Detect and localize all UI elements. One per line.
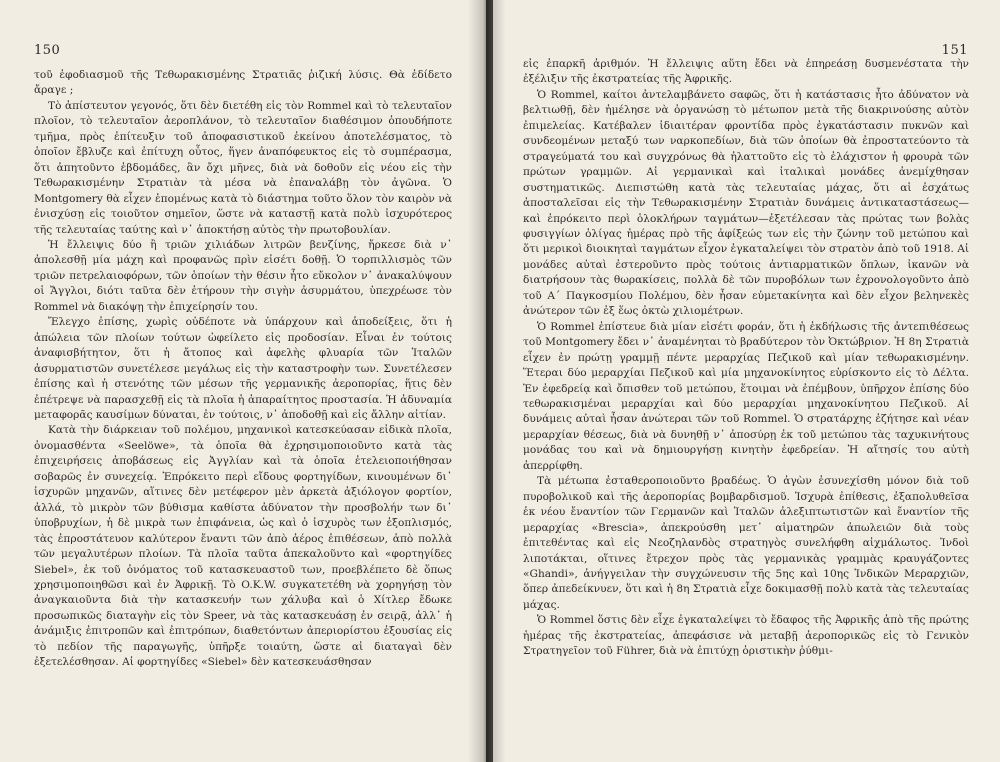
left-page [0, 0, 486, 762]
page-number-left: 150 [34, 43, 61, 58]
left-page-text [34, 68, 452, 671]
paragraph: εἰς ἐπαρκῆ ἀριθμόν. Ἡ ἔλλειψις αὕτη ἔδει νὰ ἐπηρεάσῃ δυσμενέστατα τὴν ἐξέλιξιν τῆς ἐκστρατείας τῆς Ἀφρικῆς. [523, 58, 969, 86]
paragraph: Τὸ ἀπίστευτον γεγονός, ὅτι δὲν διετέθη εἰς τὸν Rommel καὶ τὸ τελευταῖον πλοῖον, τὸ τελευταῖον ἀεροπλάνον, τὸ τελευταῖον διαθέσιμον ὁπουδήποτε τμῆμα, πρὸς ἐπίτευξιν τοῦ ἀποφασιστικοῦ ἐκείνου ἀποτελέσματος, τὸ ὁποῖον ἔβλυζε καὶ ἐπίτυχη οὗτος, ἥγεν ἀναπόφευκτος εἰς τὸ συμπέρασμα, ὅτι ἀπητοῦντο ἑβδομάδες, ἂν ὄχι μῆνες, διὰ νὰ δοθοῦν εἰς νέου εἰς τὴν Τεθωρακισμένην Στρατιὰν τὰ μέσα νὰ ἐπαναλάβῃ τὸν ἀγῶνα. Ὁ Montgomery θὰ εἶχεν ἑπομένως κατὰ τὸ διάστημα τοῦτο ὅλον τὸν καιρὸν νὰ ἐνισχύσῃ εἰς τοιοῦτον σημεῖον, ὥστε νὰ καταστῇ κατὰ πολὺ ἰσχυρότερος τῆς τελευταίας ταύτης καὶ ν᾽ ἀποκτήσῃ αὐτὸς τὴν πρωτοβουλίαν. [34, 99, 452, 236]
right-page [493, 0, 1000, 762]
right-page-text [523, 57, 969, 660]
paragraph: Ἡ ἔλλειψις δύο ἢ τριῶν χιλιάδων λιτρῶν βενζίνης, ἤρκεσε διὰ ν᾽ ἀπολεσθῇ μία μάχη καὶ προφανῶς πρὶν εἰσέτι δοθῇ. Ὁ τορπιλλισμὸς τῶν τριῶν πετρελαιοφόρων, τῶν ὁποίων τὴν θέσιν ἦτο εὔκολον ν᾽ ἀνακαλύψουν οἱ Ἄγγλοι, διότι ταῦτα δὲν ἐτήρουν τὴν σιγὴν ἀσυρμάτου, ὑπεχρέωσε τὸν Rommel νὰ διακόψῃ τὴν ἐπιχείρησίν του. [34, 238, 452, 313]
paragraph: τοῦ ἐφοδιασμοῦ τῆς Τεθωρακισμένης Στρατιᾶς ῥιζική λύσις. Θὰ ἐδίδετο ἄραγε ; [34, 69, 452, 97]
paragraph: Ἔλεγχο ἐπίσης, χωρὶς οὐδέποτε νὰ ὑπάρχουν καὶ ἀποδείξεις, ὅτι ἡ ἀπώλεια τῶν πλοίων τούτων ὠφείλετο εἰς προδοσίαν. Εἶναι ἐν τούτοις ἀναφισβήτητον, ὅτι ἡ ἄτοπος καὶ ἀφελὴς φλυαρία τῶν Ἰταλῶν ἀσυρματιστῶν συνετέλεσε μεγάλως εἰς τὴν καταστροφὴν των. Συνετέλεσεν ἐπίσης καὶ ἡ στενότης τῶν μέσων τῆς γερμανικῆς ἀεροπορίας, ἥτις δὲν ἐπέτρεψε νὰ παρασχεθῇ εἰς τὰ πλοῖα ἡ ἀπαραίτητος προστασία. Ἡ ἀδυναμία μεταφορᾶς καυσίμων δύναται, ἐν τούτοις, ν᾽ ἀποδοθῇ καὶ εἰς ἄλλην αἰτίαν. [34, 316, 452, 421]
page-number-right: 151 [941, 43, 968, 58]
paragraph: Τὰ μέτωπα ἐσταθεροποιοῦντο βραδέως. Ὁ ἀγὼν ἐσυνεχίσθη μόνον διὰ τοῦ πυροβολικοῦ καὶ τῆς ἀεροπορίας βομβαρδισμοῦ. Ἰσχυρὰ ἐπίθεσις, ἐξαπολυθεῖσα ἐκ νέου ἔναντίον τῶν Γερμανῶν καὶ Ἰταλῶν ἀλεξιπτωτιστῶν καὶ ἔναντίον τῆς μεραρχίας «Brescia», ἀπεκρούσθη μετ᾽ αἱματηρῶν ἀπωλειῶν διὰ τοὺς ἐπιτεθέντας καὶ εἰς Νεοζηλανδὸς στρατηγὸς συνελήφθη αἰχμάλωτος. Ἰνδοὶ λιποτάκται, οἵτινες ἔτρεχον πρὸς τὰς γερμανικὰς γραμμὰς κραυγάζοντες «Ghandi», ἀνήγγειλαν τὴν συγχώνευσιν τῆς 5ης καὶ 10ης Ἰνδικῶν Μεραρχιῶν, ὅπερ ἀπεδείκνυεν, ὅτι καὶ ἡ 8η Στρατιὰ εἶχε δοκιμασθῇ πολὺ κατὰ τὰς τελευταίας μάχας. [523, 475, 969, 611]
paragraph: Ὁ Rommel ἐπίστευε διὰ μίαν εἰσέτι φοράν, ὅτι ἡ ἐκδήλωσις τῆς ἀντεπιθέσεως τοῦ Montgomery ἔδει ν᾽ ἀναμένηται τὸ βραδύτερον τὸν Ὀκτώβριον. Ἡ 8η Στρατιὰ εἶχεν ἐν πρώτῃ γραμμῇ πέντε μεραρχίας Πεζικοῦ καὶ μίαν τεθωρακισμένην. Ἕτεραι δύο μεραρχίαι Πεζικοῦ καὶ μία μηχανοκίνητος εὑρίσκοντο εἰς τὸ Δέλτα. Ἐν ἐφεδρείᾳ καὶ ὄπισθεν τοῦ μετώπου, ἕτοιμαι νὰ ἐπέμβουν, ὑπῆρχον ἐπίσης δύο τεθωρακισμέναι μεραρχίαι καὶ δύο μεραρχίαι μηχανοκίνητου Πεζικοῦ. Αἱ δυνάμεις αὐταὶ ἦσαν ἀνώτεραι τῶν τοῦ Rommel. Ὁ στρατάρχης ἐζήτησε καὶ νέαν μεραρχίαν θέσεως, διὰ νὰ δυνηθῇ ν᾽ ἀποσύρῃ ἐκ τοῦ μετώπου τὰς ταχυκινήτους μονάδας του καὶ νὰ δημιουργήσῃ κινητὴν ἐφεδρείαν. Ἡ αἴτησίς του αὐτὴ ἀπερρίφθη. [523, 320, 969, 472]
paragraph: Ὁ Rommel ὅστις δὲν εἶχε ἐγκαταλείψει τὸ ἔδαφος τῆς Ἀφρικῆς ἀπὸ τῆς πρώτης ἡμέρας τῆς ἐκστρατείας, ἀπεφάσισε νὰ μεταβῇ ἀεροπορικῶς εἰς τὸ Γενικὸν Στρατηγεῖον τοῦ Führer, διὰ νὰ ἐπιτύχῃ ὁριστικὴν ῥύθμι- [523, 614, 969, 658]
paragraph: Ὁ Rommel, καίτοι ἀντελαμβάνετο σαφῶς, ὅτι ἡ κατάστασις ἦτο ἀδύνατον νὰ βελτιωθῇ, δὲν ἠμέλησε νὰ ὀργανώσῃ τὸ μέτωπον μετὰ τῆς διακρινούσης αὐτὸν ἐπιμελείας. Κατέβαλεν ἰδιαιτέραν φροντίδα πρὸς ἐγκατάστασιν πυκνῶν καὶ συνδεομένων μεταξύ των ναρκοπεδίων, διὰ τῶν ὁποίων θὰ ἐπροστατεύοντο τὰ στραγεύματά του καὶ συγχρόνως θὰ ἠλαττοῦτο εἰς τὸ ἐλάχιστον ἡ φρουρὰ τῶν πρώτων γραμμῶν. Αἱ γερμανικαὶ καὶ ἰταλικαὶ μονάδες ἀνεμίχθησαν συστηματικῶς. Διεπιστώθη κατὰ τὰς τελευταίας μάχας, ὅτι αἱ ἐσχάτως ἀποσταλεῖσαι εἰς τὴν Τεθωρακισμένην Στρατιὰν δυνάμεις ἀντικαταστάσεως—καὶ ἐπρόκειτο περὶ ὁλοκλήρων ταγμάτων—ἐξετέλεσαν τὰς πρώτας των βολὰς φυσιγγίων ὀλίγας ἡμέρας πρὸ τῆς ἀφίξεώς των εἰς τὴν ζώνην τοῦ μετώπου καὶ ὅτι μερικοὶ διοικηταὶ ταγμάτων εἶχον ἐγκαταλείψει τὸν στρατὸν ἀπὸ τοῦ 1918. Αἱ μονάδες αὐταὶ ἐστεροῦντο πρὸς τούτοις ἀντιαρματικῶν ὅπλων, ἱκανῶν νὰ διατρήσουν τὰς θωρακίσεις, πολλὰ δὲ τῶν πυροβόλων των ἐχρονολογοῦντο ἀπὸ τοῦ Α΄ Παγκοσμίου Πολέμου, δὲν ἦσαν εὐμετακίνητα καὶ δὲν εἶχον βεληνεκὲς ἀνώτερον τῶν ἐξ ἕως ὀκτὼ χιλιομέτρων. [523, 88, 969, 318]
paragraph: Κατὰ τὴν διάρκειαν τοῦ πολέμου, μηχανικοὶ κατεσκεύασαν εἰδικὰ πλοῖα, ὀνομασθέντα «Seelöwe», τὰ ὁποῖα θὰ ἐχρησιμοποιοῦντο κατὰ τὰς ἐπιχειρήσεις ἀποβάσεως εἰς Ἀγγλίαν καὶ τὰ ὁποῖα ἐτελειοποιήθησαν σοβαρῶς ἐν συνεχείᾳ. Ἐπρόκειτο περὶ εἴδους φορτηγίδων, κινουμένων δι᾽ ἰσχυρῶν μηχανῶν, αἵτινες δὲν μετέφερον μὲν ἀρκετὰ ἀξιόλογον φορτίον, ἀλλά, τὸ μικρὸν τῶν βύθισμα καθίστα ἀδύνατον τὴν προσβολήν των δι᾽ ὑποβρυχίων, ἡ δὲ μικρὰ των ἐπιφάνεια, ὡς καὶ ὁ ἰσχυρὸς των ἐξοπλισμός, τὰς ἐπροστάτευον καλύτερον ἔναντι τῶν ἀπὸ ἀέρος ἐπιθέσεων, ἀπὸ πολλὰ τῶν μεγαλυτέρων πλοίων. Τὰ πλοῖα ταῦτα ἀπεκαλοῦντο καὶ «φορτηγίδες Siebel», ἐκ τοῦ ὀνόματος τοῦ κατασκευαστοῦ των, προεβλέπετο δὲ ὅπως χρησιμοποιηθῶσι καὶ ἐν Ἀφρικῇ. Τὸ O.K.W. συγκατετέθη νὰ χορηγήσῃ τὸν ἀναγκαιοῦντα διὰ τὴν κατασκευήν των χάλυβα καὶ ὁ Χίτλερ ἔδωκε προσωπικῶς διαταγὴν εἰς τὸν Speer, νὰ τὰς κατασκευάσῃ ἐν σειρᾷ, ἀλλ᾽ ἡ ἀνάμιξις ἐπιτροπῶν καὶ ἐπιτρόπων, διαθετόντων ἀπεριορίστου ἐξουσίας εἰς τὸ πεδίον τῆς παραγωγῆς, ὑπῆρξε τοιαύτη, ὥστε αἱ διαταγαὶ δὲν ἐξετελέσθησαν. Αἱ φορτηγίδες «Siebel» δὲν κατεσκευάσθησαν [34, 424, 452, 669]
